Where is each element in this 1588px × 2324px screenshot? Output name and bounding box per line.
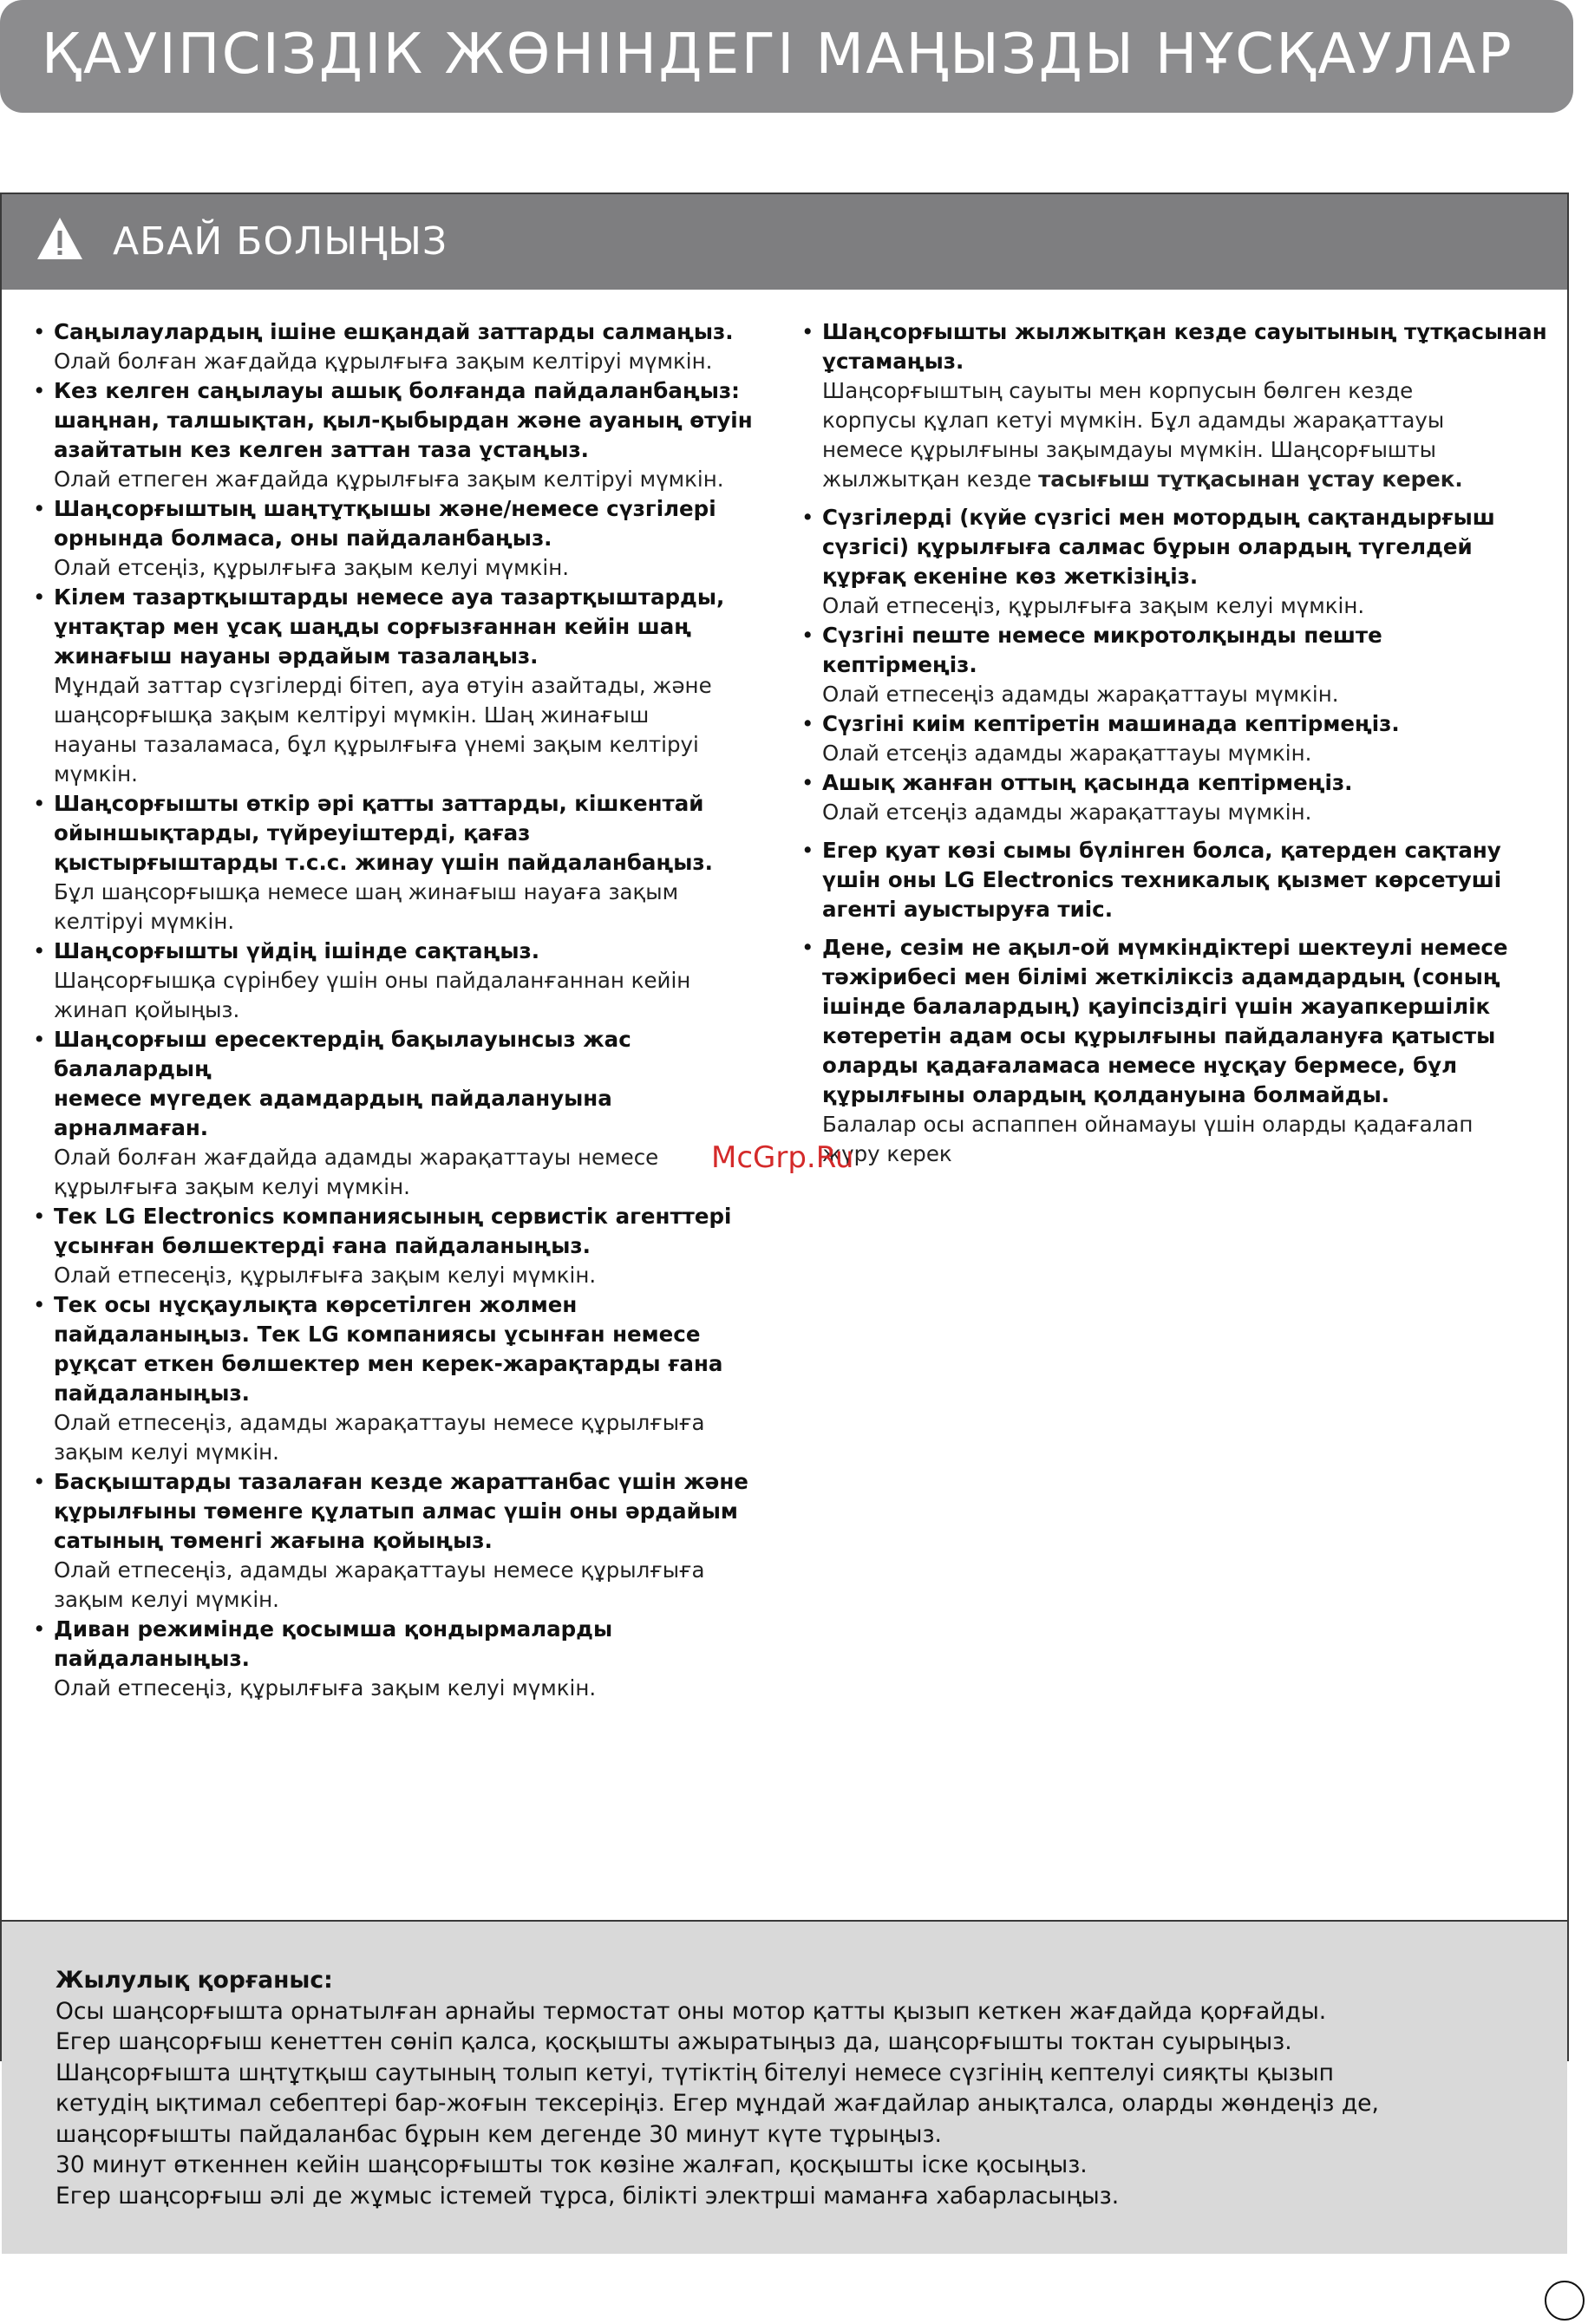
watermark: McGrp.Ru (711, 1140, 854, 1175)
bullet-bold-line: кептірмеңіз. (822, 652, 977, 677)
bullet-item (33, 1025, 761, 1202)
bullet-bold-line: агенті ауыстыруға тиіс. (822, 897, 1114, 922)
bullet-normal-line: Олай етпесеңіз, адамды жарақаттауы немесе құрылғыға (54, 1410, 705, 1435)
bullet-item (801, 933, 1556, 1169)
right-bullet-list (801, 317, 1556, 1169)
bullet-normal-line: Олай етпесеңіз адамды жарақаттауы мүмкін. (822, 682, 1339, 707)
bullet-bold-line: Шаңсорғышты үйдің ішінде сақтаңыз. (54, 938, 540, 963)
bullet-item (33, 1290, 761, 1467)
bullet-bold-line: азайтатын кез келген заттан таза ұстаңыз. (54, 437, 589, 462)
thermal-protection-text (56, 1965, 1530, 2211)
bullet-bold-line: ойыншықтарды, түйреуіштерді, қағаз (54, 820, 531, 845)
bullet-bold-line: Саңылаулардың ішіне ешқандай заттарды салмаңыз. (54, 319, 734, 344)
bullet-normal-line: Олай болған жағдайда адамды жарақаттауы немесе (54, 1145, 659, 1170)
bullet-bold-line: ұнтақтар мен ұсақ шаңды сорғызғаннан кейін шаң (54, 614, 692, 639)
thermal-line: кетудің ықтимал себептері бар-жоғын тексеріңіз. Егер мұндай жағдайлар анықталса, оларды жөндеңіз де, (56, 2090, 1379, 2117)
bullet-normal-line: құрылғыға зақым келуі мүмкін. (54, 1174, 410, 1199)
thermal-line: Егер шаңсорғыш әлі де жұмыс істемей тұрса, білікті электрші маманға хабарласыңыз. (56, 2182, 1120, 2210)
bullet-bold-line: Сүзгіні киім кептіретін машинада кептірмеңіз. (822, 711, 1400, 736)
bullet-bold-line: рұқсат еткен бөлшектер мен керек-жарақтарды ғана (54, 1351, 723, 1376)
bullet-mixed-line (822, 465, 1556, 494)
bullet-bold-line: құрғақ екеніне көз жеткізіңіз. (822, 564, 1199, 589)
bullet-bold-line: Кілем тазартқыштарды немесе ауа тазартқыштарды, (54, 584, 725, 610)
bullet-bold-line: Басқыштарды тазалаған кезде жараттанбас үшін және (54, 1469, 748, 1494)
bullet-bold-line: Шаңсорғышты өткір әрі қатты заттарды, кішкентай (54, 791, 704, 816)
bullet-marker: • (33, 319, 46, 344)
warning-triangle-icon (35, 215, 85, 262)
bullet-item (33, 1202, 761, 1290)
bullet-bold-line: Шаңсорғышты жылжытқан кезде сауытының тұтқасынан (822, 319, 1547, 344)
bullet-bold-line: ұсынған бөлшектерді ғана пайдаланыңыз. (54, 1233, 591, 1258)
bullet-normal-line: мүмкін. (54, 761, 138, 787)
bullet-marker: • (33, 1027, 46, 1052)
bullet-marker: • (33, 1292, 46, 1317)
bullet-item (33, 937, 761, 1025)
bullet-marker: • (801, 838, 814, 863)
bullet-item (33, 317, 761, 376)
bullet-normal-line: жүру керек (822, 1141, 952, 1166)
bullet-bold-line: ішінде балалардың) қауіпсіздігі үшін жауапкершілік (822, 994, 1491, 1019)
page-number-circle (1545, 2281, 1585, 2321)
bullet-normal-line: немесе құрылғыны зақымдауы мүмкін. Шаңсорғышты (822, 437, 1436, 462)
bullet-normal-line: Олай етпесеңіз, адамды жарақаттауы немесе құрылғыға (54, 1557, 705, 1583)
bullet-bold-line: құрылғыны төменге құлатып алмас үшін оны әрдайым (54, 1498, 738, 1524)
bullet-bold-line: сүзгісі) құрылғыға салмас бұрын олардың түгелдей (822, 534, 1473, 559)
bullet-marker: • (33, 496, 46, 521)
bullet-bold-line: Ашық жанған оттың қасында кептірмеңіз. (822, 770, 1353, 795)
thermal-line: шаңсорғышты пайдаланбас бұрын кем дегенде 30 минут күте тұрыңыз. (56, 2120, 942, 2148)
bullet-normal-line: Олай етпесеңіз, құрылғыға зақым келуі мүмкін. (822, 593, 1365, 618)
bullet-normal-line: келтіруі мүмкін. (54, 909, 235, 934)
bullet-bold-line: Тек осы нұсқаулықта көрсетілген жолмен (54, 1292, 578, 1317)
bullet-normal-line: Олай етпеген жағдайда құрылғыға зақым келтіруі мүмкін. (54, 467, 724, 492)
bullet-bold-line: Егер қуат көзі сымы бүлінген болса, қатерден сақтану (822, 838, 1501, 863)
bullet-item (33, 789, 761, 937)
bullet-item (33, 583, 761, 789)
thermal-line: Шаңсорғышта шңтұтқыш саутының толып кетуі, түтіктің бітелуі немесе сүзгінің кептелуі сияқты қызып (56, 2059, 1334, 2086)
bullet-bold-line: немесе мүгедек адамдардың пайдалануына арналмаған. (54, 1086, 612, 1140)
bullet-marker: • (33, 584, 46, 610)
bullet-normal-line: Шаңсорғышқа сүрінбеу үшін оны пайдаланғаннан кейін (54, 968, 691, 993)
bullet-bold-line: құрылғыны олардың қолдануына болмайды. (822, 1082, 1390, 1107)
bullet-normal-line: Балалар осы аспаппен ойнамауы үшін оларды қадағалап (822, 1112, 1474, 1137)
mixed-prefix: жылжытқан кезде (822, 467, 1039, 492)
bullet-item (33, 1615, 761, 1703)
bullet-normal-line: жинап қойыңыз. (54, 997, 240, 1022)
right-column (801, 317, 1556, 1169)
caution-header (2, 194, 1567, 290)
bullet-bold-line: оларды қадағаламаса немесе нұсқау бермесе, бұл (822, 1053, 1458, 1078)
bullet-normal-line: зақым келуі мүмкін. (54, 1587, 279, 1612)
bullet-marker: • (33, 938, 46, 963)
bullet-bold-line: Сүзгіні пеште немесе микротолқынды пеште (822, 623, 1382, 648)
caution-label: АБАЙ БОЛЫҢЫЗ (113, 219, 448, 264)
bullet-bold-line: шаңнан, талшықтан, қыл-қыбырдан және ауаның өтуін (54, 408, 753, 433)
bullet-bold-line: Тек LG Electronics компаниясының сервистік агенттері (54, 1204, 732, 1229)
thermal-protection-box (2, 1920, 1567, 2254)
thermal-line: Осы шаңсорғышта орнатылған арнайы термостат оны мотор қатты қызып кеткен жағдайда қорғайды. (56, 1997, 1327, 2025)
title-bar (0, 0, 1573, 113)
bullet-marker: • (33, 1204, 46, 1229)
bullet-normal-line: Олай болған жағдайда құрылғыға зақым келтіруі мүмкін. (54, 349, 713, 374)
bullet-normal-line: Олай етсеңіз адамды жарақаттауы мүмкін. (822, 741, 1312, 766)
bullet-item (33, 1467, 761, 1615)
bullet-marker: • (801, 319, 814, 344)
bullet-bold-line: Сүзгілерді (күйе сүзгісі мен мотордың сақтандырғыш (822, 505, 1495, 530)
bullet-bold-line: Дене, сезім не ақыл-ой мүмкіндіктері шектеулі немесе (822, 935, 1508, 960)
left-column (33, 317, 761, 1703)
bullet-normal-line: Олай етсеңіз, құрылғыға зақым келуі мүмкін. (54, 555, 570, 580)
bullet-item (801, 503, 1556, 621)
bullet-normal-line: Бұл шаңсорғышқа немесе шаң жинағыш науаға зақым (54, 879, 679, 904)
bullet-item (801, 317, 1556, 494)
bullet-marker: • (801, 623, 814, 648)
bullet-bold-line: пайдаланыңыз. (54, 1646, 250, 1671)
bullet-bold-line: Кез келген саңылауы ашық болғанда пайдаланбаңыз: (54, 378, 740, 403)
bullet-marker: • (801, 505, 814, 530)
bullet-bold-line: Диван режимінде қосымша қондырмаларды (54, 1616, 613, 1642)
bullet-normal-line: Олай етсеңіз адамды жарақаттауы мүмкін. (822, 800, 1312, 825)
page-title: ҚАУІПСІЗДІК ЖӨНІНДЕГІ МАҢЫЗДЫ НҰСҚАУЛАР (42, 23, 1514, 87)
mixed-bold: тасығыш тұтқасынан ұстау керек. (1038, 467, 1463, 492)
bullet-normal-line: Олай етпесеңіз, құрылғыға зақым келуі мүмкін. (54, 1263, 597, 1288)
bullet-bold-line: орнында болмаса, оны пайдаланбаңыз. (54, 526, 552, 551)
bullet-item (33, 376, 761, 494)
bullet-item (33, 494, 761, 583)
bullet-item (801, 621, 1556, 709)
bullet-bold-line: сатының төменгі жағына қойыңыз. (54, 1528, 493, 1553)
bullet-item (801, 709, 1556, 768)
bullet-bold-line: Шаңсорғыштың шаңтұтқышы және/немесе сүзгілері (54, 496, 716, 521)
bullet-marker: • (33, 1469, 46, 1494)
bullet-marker: • (33, 1616, 46, 1642)
bullet-normal-line: науаны тазаламаса, бұл құрылғыға үнемі зақым келтіруі (54, 732, 699, 757)
bullet-bold-line: қыстырғыштарды т.с.с. жинау үшін пайдаланбаңыз. (54, 850, 713, 875)
bullet-normal-line: Олай етпесеңіз, құрылғыға зақым келуі мүмкін. (54, 1675, 597, 1701)
bullet-bold-line: пайдаланыңыз. Тек LG компаниясы ұсынған немесе (54, 1322, 701, 1347)
left-bullet-list (33, 317, 761, 1703)
bullet-bold-line: пайдаланыңыз. (54, 1381, 250, 1406)
bullet-marker: • (801, 770, 814, 795)
bullet-normal-line: шаңсорғышқа зақым келтіруі мүмкін. Шаң жинағыш (54, 702, 650, 728)
thermal-line: Егер шаңсорғыш кенеттен сөніп қалса, қосқышты ажыратыңыз да, шаңсорғышты токтан суырыңыз. (56, 2028, 1292, 2055)
caution-frame (0, 193, 1569, 2210)
bullet-bold-line: ұстамаңыз. (822, 349, 964, 374)
bullet-marker: • (801, 711, 814, 736)
bullet-bold-line: үшін оны LG Electronics техникалық қызмет көрсетуші (822, 867, 1502, 892)
bullet-bold-line: жинағыш науаны әрдайым тазалаңыз. (54, 643, 539, 669)
bullet-item (801, 768, 1556, 827)
bullet-marker: • (801, 935, 814, 960)
bullet-marker: • (33, 378, 46, 403)
bullet-bold-line: тәжірибесі мен білімі жеткіліксіз адамдардың (соның (822, 964, 1500, 989)
bullet-normal-line: корпусы құлап кетуі мүмкін. Бұл адамды жарақаттауы (822, 408, 1445, 433)
bullet-normal-line: Шаңсорғыштың сауыты мен корпусын бөлген кезде (822, 378, 1414, 403)
thermal-heading: Жылулық қорғаныс: (56, 1967, 333, 1994)
bullet-item (801, 836, 1556, 924)
bullet-bold-line: көтеретін адам осы құрылғыны пайдалануға қатысты (822, 1023, 1496, 1048)
bullet-normal-line: Мұндай заттар сүзгілерді бітеп, ауа өтуін азайтады, және (54, 673, 712, 698)
bullet-marker: • (33, 791, 46, 816)
thermal-line: 30 минут өткеннен кейін шаңсорғышты ток көзіне жалғап, қосқышты іске қосыңыз. (56, 2151, 1088, 2178)
bullet-normal-line: зақым келуі мүмкін. (54, 1439, 279, 1465)
bullet-bold-line: Шаңсорғыш ересектердің бақылауынсыз жас балалардың (54, 1027, 631, 1081)
